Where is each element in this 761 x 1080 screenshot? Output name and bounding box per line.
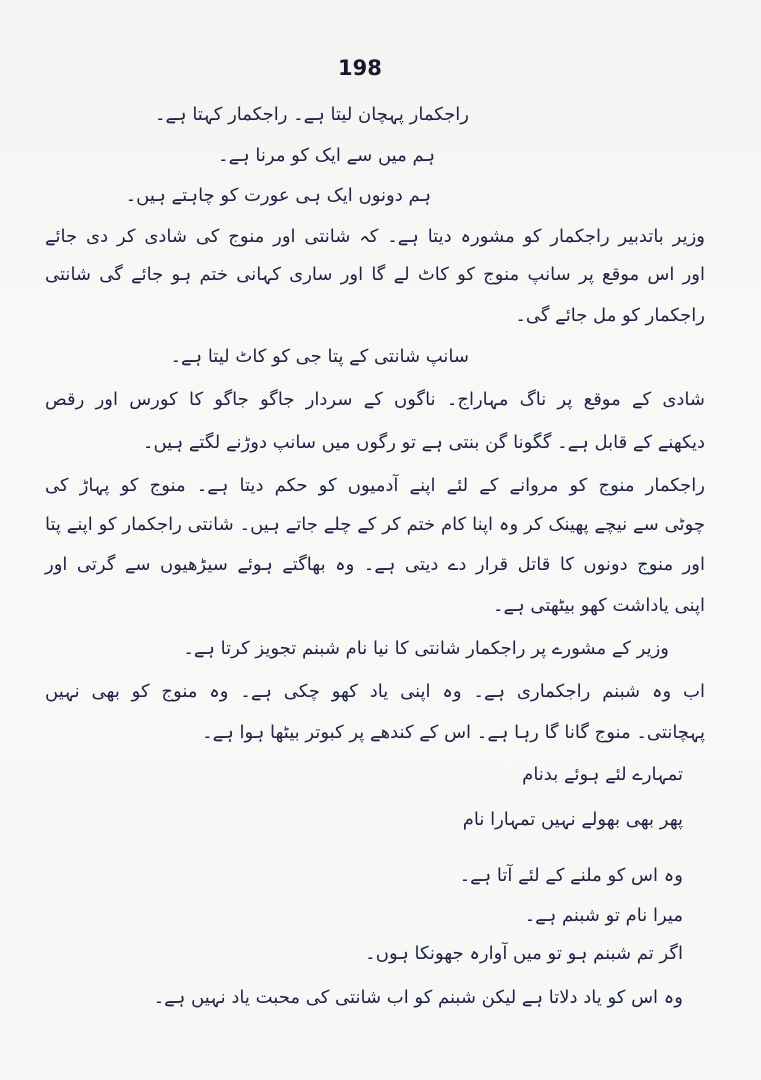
page-number: 198 bbox=[338, 56, 382, 80]
text-line: میرا نام تو شبنم ہے۔ bbox=[524, 905, 683, 926]
text-line: اب وہ شبنم راجکماری ہے۔ وہ اپنی یاد کھو چکی ہے۔ وہ منوج کو بھی نہیں bbox=[45, 681, 705, 702]
text-line: دیکھنے کے قابل ہے۔ گگونا گن بنتی ہے تو رگوں میں سانپ دوڑنے لگتے ہیں۔ bbox=[142, 432, 705, 453]
text-line: ہم میں سے ایک کو مرنا ہے۔ bbox=[218, 145, 435, 166]
text-line: وہ اس کو ملنے کے لئے آتا ہے۔ bbox=[459, 865, 683, 886]
text-line: اور اس موقع پر سانپ منوج کو کاٹ لے گا اور ساری کہانی ختم ہو جائے گی شانتی bbox=[45, 264, 705, 285]
text-line: راجکمار پہچان لیتا ہے۔ راجکمار کہتا ہے۔ bbox=[154, 104, 469, 125]
text-line: اگر تم شبنم ہو تو میں آوارہ جھونکا ہوں۔ bbox=[365, 943, 683, 964]
text-line: وہ اس کو یاد دلاتا ہے لیکن شبنم کو اب شانتی کی محبت یاد نہیں ہے۔ bbox=[153, 987, 683, 1008]
text-line: اپنی یاداشت کھو بیٹھتی ہے۔ bbox=[492, 595, 705, 616]
text-line: راجکمار منوج کو مروانے کے لئے اپنے آدمیوں کو حکم دیتا ہے۔ منوج کو پہاڑ کی bbox=[45, 475, 705, 496]
text-line: پہچانتی۔ منوج گانا گا رہا ہے۔ اس کے کندھے پر کبوتر بیٹھا ہوا ہے۔ bbox=[202, 722, 705, 743]
text-line: وزیر باتدبیر راجکمار کو مشورہ دیتا ہے۔ کہ شانتی اور منوج کی شادی کر دی جائے bbox=[45, 226, 705, 247]
text-line: سانپ شانتی کے پتا جی کو کاٹ لیتا ہے۔ bbox=[170, 346, 469, 367]
text-line: شادی کے موقع پر ناگ مہاراج۔ ناگوں کے سردار جاگو جاگو کا کورس اور رقص bbox=[45, 389, 705, 410]
verse-line: تمہارے لئے ہوئے بدنام bbox=[522, 764, 683, 785]
text-line: وزیر کے مشورے پر راجکمار شانتی کا نیا نام شبنم تجویز کرتا ہے۔ bbox=[183, 638, 669, 659]
text-line: چوٹی سے نیچے پھینک کر وہ اپنا کام ختم کر کے چلے جاتے ہیں۔ شانتی راجکمار کو اپنے پتا bbox=[45, 514, 705, 535]
verse-line: پھر بھی بھولے نہیں تمہارا نام bbox=[462, 809, 683, 830]
text-line: ہم دونوں ایک ہی عورت کو چاہتے ہیں۔ bbox=[125, 185, 431, 206]
text-line: اور منوج دونوں کا قاتل قرار دے دیتی ہے۔ وہ بھاگتے ہوئے سیڑھیوں سے گرتی اور bbox=[45, 554, 705, 575]
text-line: راجکمار کو مل جائے گی۔ bbox=[515, 305, 705, 326]
